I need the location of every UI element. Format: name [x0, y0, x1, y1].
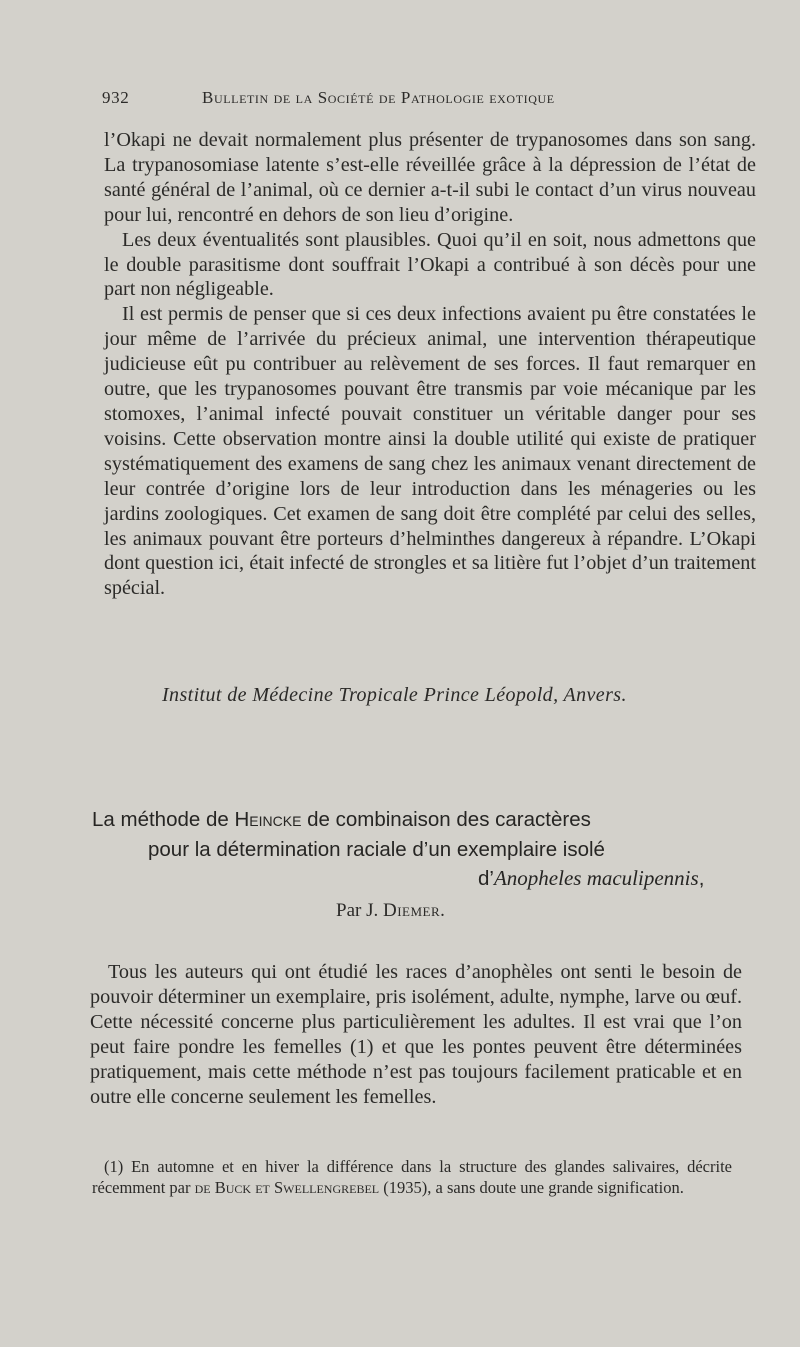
- footnote: (1) En automne et en hiver la différence dans la structure des glandes salivaires, décrite récemment par de Buck et Swellengrebel (1935), a sans doute une grande signification.: [92, 1157, 732, 1197]
- paragraph: Il est permis de penser que si ces deux infections avaient pu être constatées le jour même de l’arrivée du précieux animal, une intervention thérapeutique judicieuse eût pu contribuer au relèvement de ses forces. Il faut remarquer en outre, que les trypanosomes pouvant être transmis par voie mécanique par les stomoxes, l’animal infecté pouvait constituer un véritable danger pour ses voisins. Cette observation montre ainsi la double utilité qui existe de pratiquer systématiquement des examens de sang chez les animaux venant directement de leur contrée d’origine lors de leur introduction dans les ménageries ou les jardins zoologiques. Cet examen de sang doit être complété par celui des selles, les animaux pouvant être porteurs d’helminthes dangereux à répandre. L’Okapi dont question ici, était infecté de strongles et sa litière fut l’objet d’un traitement spécial.: [104, 303, 756, 600]
- article-title-line-2: pour la détermination raciale d’un exemplaire isolé: [148, 838, 605, 861]
- institution-attribution: Institut de Médecine Tropicale Prince Léopold, Anvers.: [162, 684, 627, 706]
- paragraph: Tous les auteurs qui ont étudié les races d’anophèles ont senti le besoin de pouvoir déterminer un exemplaire, pris isolément, adulte, nymphe, larve ou œuf. Cette nécessité concerne plus particulièrement les adultes. Il est vrai que l’on peut faire pondre les femelles (1) et que les pontes peuvent être déterminées pratiquement, mais cette méthode n’est pas toujours facilement praticable et en outre elle concerne seulement les femelles.: [90, 961, 742, 1108]
- page-number: 932: [102, 88, 130, 107]
- species-name: Anopheles maculipennis: [493, 866, 699, 890]
- author-name-heincke: Heincke: [234, 808, 302, 831]
- new-article-body: [90, 960, 742, 1109]
- running-title: Bulletin de la Société de Pathologie exotique: [202, 88, 555, 107]
- article-author: Par J. Diemer.: [336, 900, 445, 921]
- article-title-line-3: d’Anopheles maculipennis,: [478, 866, 705, 890]
- paragraph: l’Okapi ne devait normalement plus présenter de trypanosomes dans son sang. La trypanosomiase latente s’est-elle réveillée grâce à la dépression de l’état de santé général de l’animal, où ce dernier a-t-il subi le contact d’un virus nouveau pour lui, rencontré en dehors de son lieu d’origine.: [104, 129, 756, 226]
- upper-article-body: [104, 128, 756, 601]
- article-title-line-1: La méthode de Heincke de combinaison des caractères: [92, 808, 591, 831]
- paragraph: Les deux éventualités sont plausibles. Quoi qu’il en soit, nous admettons que le double parasitisme dont souffrait l’Okapi a contribué à son décès pour une part non négligeable.: [104, 228, 756, 301]
- running-header: [102, 88, 662, 112]
